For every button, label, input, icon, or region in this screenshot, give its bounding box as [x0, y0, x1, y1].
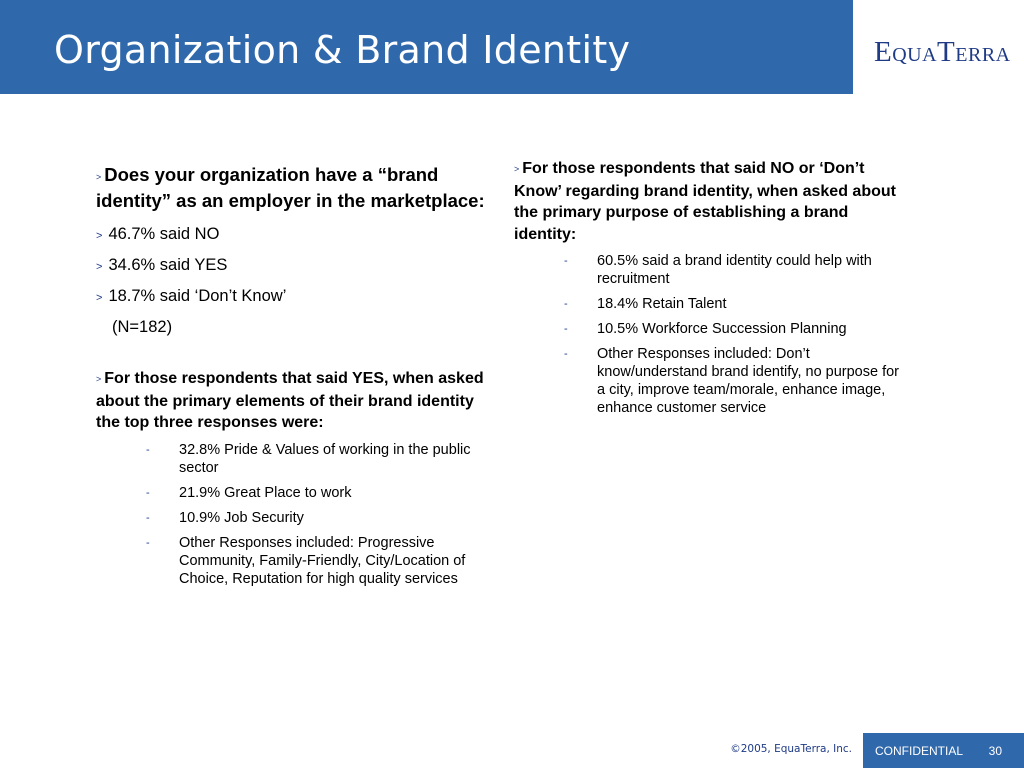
answer-text: 18.7% said ‘Don’t Know’ — [108, 287, 287, 305]
bullet-arrow-icon: > — [96, 261, 103, 273]
list-item — [514, 295, 904, 313]
dash-bullet-icon: - — [146, 536, 150, 549]
list-item-text: 10.5% Workforce Succession Planning — [597, 321, 847, 337]
answer-text: 46.7% said NO — [108, 225, 220, 243]
list-item-text: Other Responses included: Progressive Community, Family-Friendly, City/Location of Choice, Reputation for high quality services — [179, 534, 466, 587]
question-text: Does your organization have a “brand identity” as an employer in the marketplace: — [96, 164, 485, 211]
list-item — [514, 252, 904, 288]
dash-bullet-icon: - — [146, 511, 150, 524]
list-item — [514, 320, 904, 338]
question-yes-respondents — [96, 368, 486, 434]
question-text: For those respondents that said NO or ‘Don’t Know’ regarding brand identity, when asked about the primary purpose of establishing a brand identity: — [514, 160, 896, 243]
page-title: Organization & Brand Identity — [54, 28, 631, 72]
page-number: 30 — [988, 744, 1002, 758]
bullet-arrow-icon: > — [96, 374, 102, 384]
confidential-label: CONFIDENTIAL — [875, 744, 964, 758]
bullet-arrow-icon: > — [514, 164, 520, 174]
dash-bullet-icon: - — [564, 255, 568, 267]
answer-text: 34.6% said YES — [108, 256, 228, 274]
bullet-arrow-icon: > — [96, 292, 103, 304]
list-item — [514, 345, 904, 417]
sample-size: (N=182) — [112, 318, 173, 336]
question-brand-identity — [96, 163, 486, 213]
copyright-text: ©2005, EquaTerra, Inc. — [730, 743, 852, 755]
list-item-text: 10.9% Job Security — [179, 509, 304, 526]
dash-bullet-icon: - — [564, 323, 568, 335]
dash-bullet-icon: - — [146, 486, 150, 499]
list-item-text: 60.5% said a brand identity could help with recruitment — [597, 253, 872, 287]
right-column — [514, 158, 904, 424]
logo-area — [853, 0, 1024, 94]
dash-bullet-icon: - — [564, 298, 568, 310]
equaterra-logo: EquaTerra — [874, 36, 1011, 68]
list-item — [96, 509, 486, 527]
answer-item — [96, 282, 486, 313]
bullet-arrow-icon: > — [96, 230, 103, 242]
question-no-respondents — [514, 158, 904, 245]
list-item-text: 18.4% Retain Talent — [597, 296, 727, 312]
list-item — [96, 484, 486, 502]
answer-item — [96, 251, 486, 282]
bullet-arrow-icon: > — [96, 172, 102, 182]
title-bar — [0, 0, 853, 94]
footer-bar — [863, 733, 1024, 768]
list-item-text: 32.8% Pride & Values of working in the public sector — [179, 441, 471, 476]
yes-elements-list — [96, 441, 486, 588]
left-column — [96, 163, 486, 595]
list-item — [96, 441, 486, 477]
list-item-text: Other Responses included: Don’t know/understand brand identify, no purpose for a city, improve team/morale, enhance image, enhance customer service — [597, 346, 900, 416]
list-item — [96, 534, 486, 588]
question-text: For those respondents that said YES, when asked about the primary elements of their brand identity the top three responses were: — [96, 370, 484, 431]
answer-item — [96, 220, 486, 251]
dash-bullet-icon: - — [564, 348, 568, 360]
no-purpose-list — [514, 252, 904, 417]
dash-bullet-icon: - — [146, 443, 150, 456]
list-item-text: 21.9% Great Place to work — [179, 484, 352, 501]
